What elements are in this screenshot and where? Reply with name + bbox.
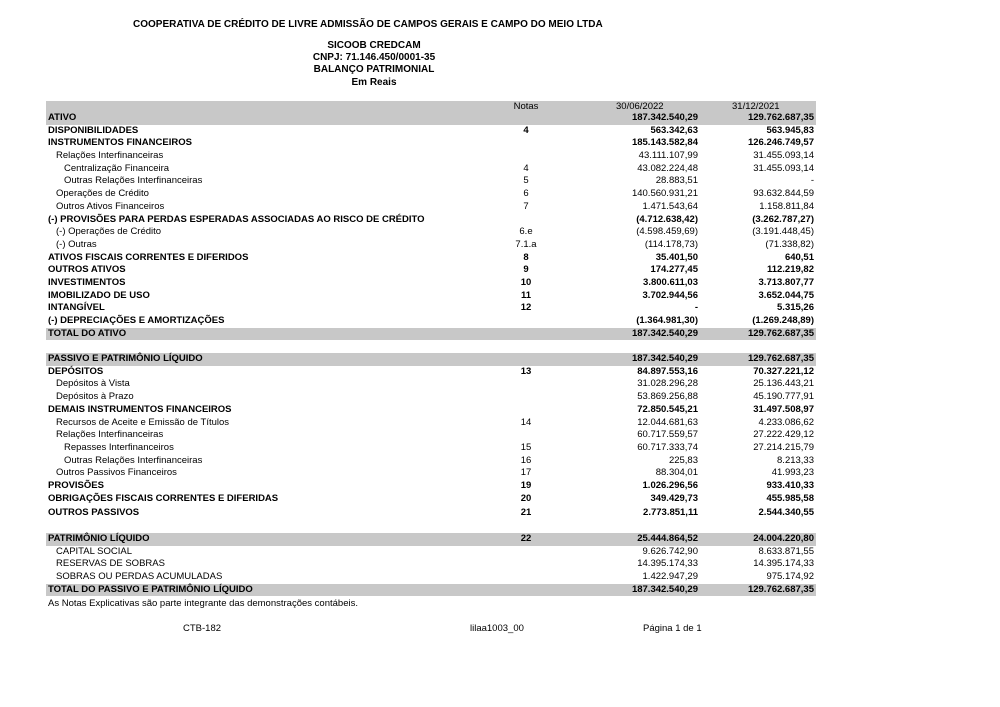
row-value-2022: 9.626.742,90 — [642, 545, 698, 557]
row-value-2022: 185.143.582,84 — [631, 137, 698, 149]
row-notes: 16 — [520, 454, 532, 466]
row-value-2022: 1.471.543,64 — [642, 200, 698, 212]
footer-page-number: Página 1 de 1 — [643, 623, 702, 634]
row-value-2021: 112.219,82 — [766, 264, 814, 276]
footer-user-code: lilaa1003_00 — [470, 623, 524, 634]
table-row — [46, 584, 816, 597]
row-value-2022: 43.111.107,99 — [638, 150, 698, 162]
row-value-2022: 60.717.559,57 — [637, 429, 698, 441]
table-row — [46, 214, 816, 227]
row-value-2021: (71.338,82) — [765, 238, 814, 250]
row-label: IMOBILIZADO DE USO — [48, 289, 150, 301]
row-value-2021: (3.262.787,27) — [752, 213, 814, 225]
row-value-2021: 31.455.093,14 — [753, 162, 814, 174]
row-notes: 20 — [520, 492, 532, 504]
row-value-2022: 349.429,73 — [650, 492, 698, 504]
row-value-2022: 174.277,45 — [650, 264, 698, 276]
row-label: RESERVAS DE SOBRAS — [56, 558, 165, 570]
row-notes: 4 — [523, 162, 529, 174]
row-label: PATRIMÔNIO LÍQUIDO — [48, 533, 150, 544]
row-value-2022: 28.883,51 — [655, 175, 698, 187]
row-value-2021: 25.136.443,21 — [753, 378, 814, 390]
row-label: Relações Interfinanceiras — [56, 429, 164, 441]
row-label: OUTROS PASSIVOS — [48, 507, 140, 519]
row-value-2021: 3.652.044,75 — [758, 289, 814, 301]
row-value-2022: 3.702.944,56 — [642, 289, 698, 301]
table-row — [46, 493, 816, 506]
row-notes: 6 — [523, 188, 529, 200]
row-label: Outras Relações Interfinanceiras — [64, 454, 203, 466]
table-row — [46, 417, 816, 430]
table-row — [46, 163, 816, 176]
row-value-2021: 8.213,33 — [777, 454, 814, 466]
row-label: ATIVOS FISCAIS CORRENTES E DIFERIDOS — [48, 251, 249, 263]
table-row — [46, 571, 816, 584]
row-value-2021: (3.191.448,45) — [752, 226, 814, 238]
row-label: SOBRAS OU PERDAS ACUMULADAS — [56, 571, 223, 583]
cooperative-short-name: SICOOB CREDCAM — [327, 40, 421, 51]
row-value-2021: (1.269.248,89) — [752, 315, 814, 326]
row-label: INTANGÍVEL — [48, 302, 105, 314]
row-value-2021: 455.985,58 — [766, 492, 814, 504]
row-label: Outros Ativos Financeiros — [56, 200, 165, 212]
row-value-2022: (4.598.459,69) — [636, 226, 698, 238]
table-row — [46, 404, 816, 417]
row-label: Outras Relações Interfinanceiras — [64, 175, 203, 187]
row-notes: 12 — [520, 302, 532, 314]
row-notes: 7.1.a — [515, 238, 537, 250]
row-label: Repasses Interfinanceiros — [64, 441, 174, 453]
row-value-2021: 1.158.811,84 — [759, 200, 814, 212]
row-value-2021: 27.222.429,12 — [753, 429, 814, 441]
row-value-2022: (114.178,73) — [644, 238, 698, 250]
table-row — [46, 239, 816, 252]
table-row — [46, 353, 816, 366]
row-notes: 7 — [523, 200, 529, 212]
row-value-2021: 93.632.844,59 — [753, 188, 814, 200]
table-row — [46, 467, 816, 480]
row-value-2022: 1.422.947,29 — [642, 571, 698, 583]
balance-sheet-table — [46, 101, 816, 596]
table-row — [46, 302, 816, 315]
column-header-date1: 30/06/2022 — [616, 101, 664, 112]
table-row — [46, 226, 816, 239]
row-label: (-) Operações de Crédito — [56, 226, 162, 238]
table-row — [46, 137, 816, 150]
row-notes: 19 — [520, 479, 532, 491]
table-row — [46, 455, 816, 468]
row-value-2021: 2.544.340,55 — [758, 507, 814, 519]
report-title: BALANÇO PATRIMONIAL — [313, 64, 435, 75]
footnote: As Notas Explicativas são parte integrante das demonstrações contábeis. — [48, 598, 358, 609]
row-value-2021: 933.410,33 — [766, 479, 814, 491]
row-value-2022: 187.342.540,29 — [631, 353, 698, 365]
row-value-2021: 3.713.807,77 — [758, 276, 814, 288]
table-row — [46, 315, 816, 328]
table-body — [46, 112, 816, 596]
spacer-row — [46, 520, 816, 533]
row-value-2022: 35.401,50 — [655, 251, 698, 263]
company-name: COOPERATIVA DE CRÉDITO DE LIVRE ADMISSÃO DE CAMPOS GERAIS E CAMPO DO MEIO LTDA — [133, 19, 603, 30]
row-value-2021: 126.246.749,57 — [747, 137, 814, 149]
table-row — [46, 150, 816, 163]
row-value-2021: 27.214.215,79 — [753, 441, 814, 453]
row-value-2021: 129.762.687,35 — [747, 112, 814, 123]
row-value-2022: 12.044.681,63 — [637, 416, 698, 428]
row-value-2022: 140.560.931,21 — [631, 188, 698, 200]
row-label: TOTAL DO PASSIVO E PATRIMÔNIO LÍQUIDO — [48, 583, 253, 595]
row-notes: 9 — [523, 264, 529, 276]
row-label: (-) DEPRECIAÇÕES E AMORTIZAÇÕES — [48, 315, 225, 326]
row-value-2022: 1.026.296,56 — [642, 479, 698, 491]
row-label: CAPITAL SOCIAL — [56, 545, 133, 557]
row-value-2021: 31.455.093,14 — [753, 150, 814, 162]
row-value-2021: 129.762.687,35 — [747, 583, 814, 595]
column-header-notes: Notas — [513, 101, 539, 112]
row-notes: 5 — [523, 175, 529, 187]
table-row — [46, 252, 816, 265]
row-label: DISPONIBILIDADES — [48, 124, 139, 136]
row-label: (-) Outras — [56, 238, 97, 250]
row-value-2021: 8.633.871,55 — [758, 545, 814, 557]
row-label: Centralização Financeira — [64, 162, 170, 174]
spacer-row — [46, 340, 816, 353]
row-value-2022: 187.342.540,29 — [631, 327, 698, 339]
row-value-2021: 5.315,26 — [777, 302, 814, 314]
row-value-2021: 24.004.220,80 — [753, 533, 814, 544]
currency-note: Em Reais — [351, 77, 397, 88]
row-label: Relações Interfinanceiras — [56, 150, 164, 162]
row-value-2022: 563.342,63 — [650, 124, 698, 136]
table-row — [46, 264, 816, 277]
row-value-2022: 72.850.545,21 — [637, 403, 698, 415]
row-value-2021: 4.233.086,62 — [758, 416, 814, 428]
row-notes: 13 — [520, 365, 532, 377]
row-label: DEMAIS INSTRUMENTOS FINANCEIROS — [48, 403, 232, 415]
row-notes: 14 — [520, 416, 532, 428]
table-row — [46, 277, 816, 290]
table-row — [46, 175, 816, 188]
table-row — [46, 429, 816, 442]
row-value-2021: 31.497.508,97 — [753, 403, 814, 415]
row-notes: 10 — [520, 276, 532, 288]
row-notes: 17 — [520, 467, 532, 479]
row-label: Outros Passivos Financeiros — [56, 467, 177, 479]
row-value-2021: 563.945,83 — [766, 124, 814, 136]
row-value-2022: 187.342.540,29 — [631, 112, 698, 123]
row-label: TOTAL DO ATIVO — [48, 327, 127, 339]
row-value-2022: 60.717.333,74 — [637, 441, 698, 453]
row-notes: 15 — [520, 441, 532, 453]
table-row — [46, 378, 816, 391]
table-row — [46, 391, 816, 404]
row-notes: 8 — [523, 251, 529, 263]
row-value-2022: 53.869.256,88 — [637, 391, 698, 403]
row-value-2022: 14.395.174,33 — [637, 558, 698, 570]
footer-report-code: CTB-182 — [183, 623, 222, 634]
table-row — [46, 112, 816, 125]
row-value-2022: 43.082.224,48 — [637, 162, 698, 174]
cnpj: CNPJ: 71.146.450/0001-35 — [312, 52, 436, 63]
row-label: PROVISÕES — [48, 479, 104, 491]
row-value-2021: 70.327.221,12 — [753, 365, 814, 377]
table-header-row — [46, 101, 816, 112]
row-value-2021: 129.762.687,35 — [747, 327, 814, 339]
row-value-2022: 2.773.851,11 — [643, 507, 698, 519]
row-value-2022: - — [694, 302, 698, 314]
row-label: ATIVO — [48, 112, 77, 123]
row-label: DEPÓSITOS — [48, 365, 104, 377]
table-row — [46, 533, 816, 546]
row-label: OUTROS ATIVOS — [48, 264, 126, 276]
row-value-2021: 14.395.174,33 — [753, 558, 814, 570]
row-value-2021: 41.993,23 — [771, 467, 814, 479]
table-row — [46, 546, 816, 559]
table-row — [46, 442, 816, 455]
table-row — [46, 201, 816, 214]
row-value-2022: (1.364.981,30) — [636, 315, 698, 326]
row-value-2021: 975.174,92 — [766, 571, 814, 583]
row-value-2022: 25.444.864,52 — [637, 533, 698, 544]
table-row — [46, 505, 816, 520]
row-label: (-) PROVISÕES PARA PERDAS ESPERADAS ASSOCIADAS AO RISCO DE CRÉDITO — [48, 213, 425, 225]
row-value-2021: 45.190.777,91 — [753, 391, 814, 403]
row-label: Recursos de Aceite e Emissão de Títulos — [56, 416, 230, 428]
row-value-2021: 640,51 — [784, 251, 814, 263]
row-label: INSTRUMENTOS FINANCEIROS — [48, 137, 192, 149]
row-label: PASSIVO E PATRIMÔNIO LÍQUIDO — [48, 353, 203, 365]
table-row — [46, 328, 816, 341]
row-value-2022: 31.028.296,28 — [637, 378, 698, 390]
row-value-2022: (4.712.638,42) — [636, 213, 698, 225]
row-value-2021: 129.762.687,35 — [747, 353, 814, 365]
row-value-2022: 84.897.553,16 — [637, 365, 698, 377]
column-header-date2: 31/12/2021 — [732, 101, 780, 112]
row-notes: 21 — [520, 507, 532, 519]
row-label: Depósitos à Prazo — [56, 391, 134, 403]
row-label: OBRIGAÇÕES FISCAIS CORRENTES E DIFERIDAS — [48, 492, 279, 504]
table-row — [46, 290, 816, 303]
row-value-2022: 225,83 — [668, 454, 698, 466]
row-value-2021: - — [810, 175, 814, 187]
row-value-2022: 187.342.540,29 — [631, 583, 698, 595]
table-row — [46, 188, 816, 201]
row-notes: 6.e — [519, 226, 533, 238]
row-notes: 22 — [520, 533, 532, 544]
table-row — [46, 125, 816, 138]
row-label: Operações de Crédito — [56, 188, 149, 200]
table-row — [46, 558, 816, 571]
table-row — [46, 480, 816, 493]
table-row — [46, 366, 816, 379]
row-notes: 4 — [523, 124, 529, 136]
row-notes: 11 — [520, 289, 532, 301]
row-value-2022: 88.304,01 — [655, 467, 698, 479]
row-value-2022: 3.800.611,03 — [643, 276, 698, 288]
row-label: INVESTIMENTOS — [48, 276, 126, 288]
row-label: Depósitos à Vista — [56, 378, 130, 390]
